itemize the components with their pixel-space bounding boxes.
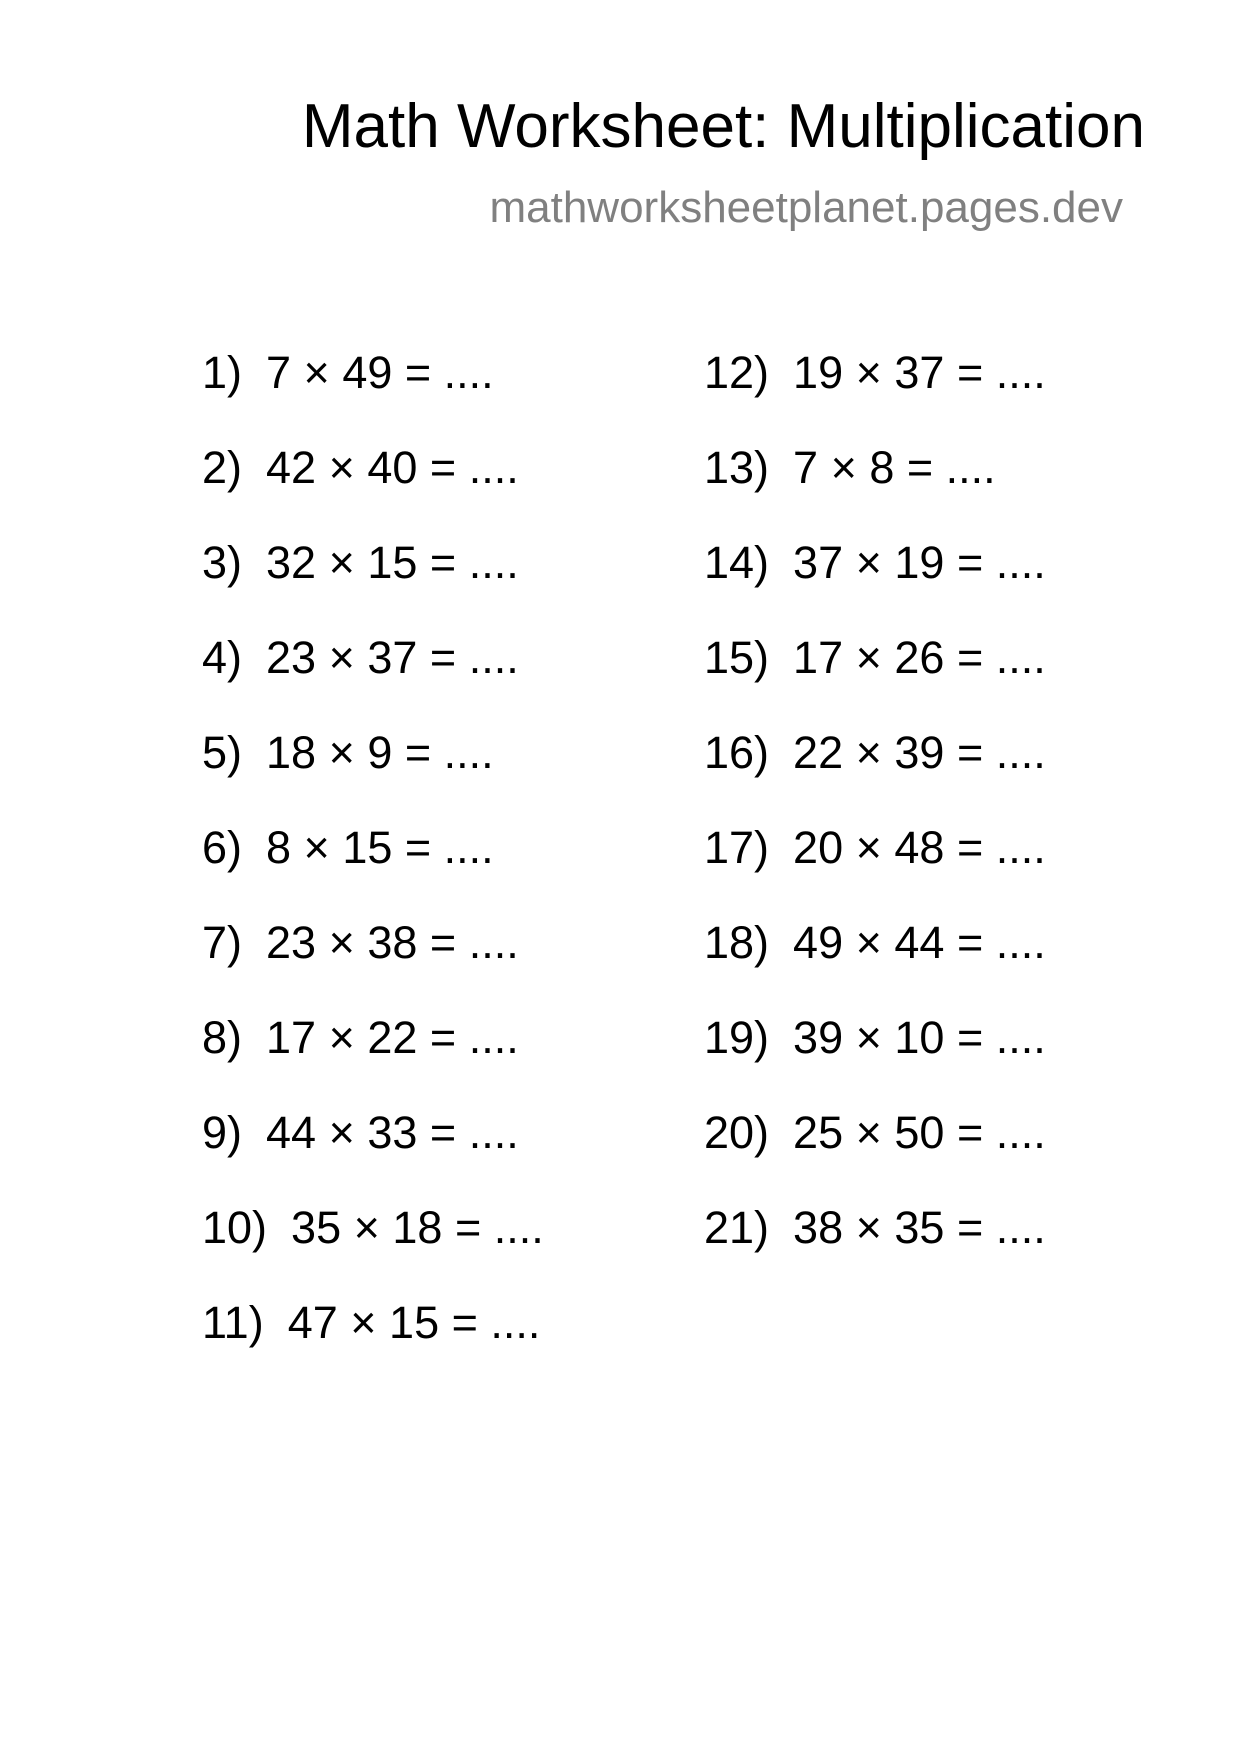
website-subtitle: mathworksheetplanet.pages.dev	[489, 183, 1123, 232]
problem-number: 7)	[202, 917, 243, 968]
problem-item	[202, 917, 544, 1015]
problem-expression: 35 × 18 = ....	[291, 1202, 544, 1253]
problem-item	[704, 727, 1046, 825]
problem-expression: 32 × 15 = ....	[266, 537, 519, 588]
problem-item	[202, 347, 544, 445]
problem-expression: 17 × 22 = ....	[266, 1012, 519, 1063]
problem-expression: 19 × 37 = ....	[793, 347, 1046, 398]
page-title: Math Worksheet: Multiplication	[301, 92, 1145, 161]
problem-number: 6)	[202, 822, 243, 873]
problem-expression: 42 × 40 = ....	[266, 442, 519, 493]
problem-item	[704, 822, 1046, 920]
problem-item	[202, 1107, 544, 1205]
problem-item	[704, 1012, 1046, 1110]
problem-item	[704, 347, 1046, 445]
problem-item	[202, 1012, 544, 1110]
problem-number: 21)	[704, 1202, 770, 1253]
problem-number: 10)	[202, 1202, 268, 1253]
problem-number: 12)	[704, 347, 770, 398]
problem-number: 17)	[704, 822, 770, 873]
problem-item	[202, 727, 544, 825]
problem-number: 3)	[202, 537, 243, 588]
problem-expression: 47 × 15 = ....	[287, 1297, 541, 1348]
problems-column-left	[202, 347, 544, 1395]
problem-item	[202, 632, 544, 730]
problem-expression: 37 × 19 = ....	[793, 537, 1046, 588]
problem-item	[704, 442, 1046, 540]
problem-number: 18)	[704, 917, 770, 968]
problem-expression: 20 × 48 = ....	[793, 822, 1046, 873]
problem-expression: 18 × 9 = ....	[266, 727, 494, 778]
problem-number: 1)	[202, 347, 243, 398]
problem-expression: 49 × 44 = ....	[793, 917, 1046, 968]
problem-item	[202, 537, 544, 635]
problems-column-right	[704, 347, 1046, 1300]
problem-item	[202, 1297, 544, 1395]
problem-item	[202, 822, 544, 920]
problem-expression: 8 × 15 = ....	[266, 822, 494, 873]
problem-number: 14)	[704, 537, 770, 588]
problem-expression: 7 × 49 = ....	[266, 347, 494, 398]
problem-item	[202, 442, 544, 540]
problem-number: 5)	[202, 727, 243, 778]
problem-expression: 23 × 38 = ....	[266, 917, 519, 968]
problem-number: 15)	[704, 632, 770, 683]
problem-expression: 25 × 50 = ....	[793, 1107, 1046, 1158]
problem-expression: 22 × 39 = ....	[793, 727, 1046, 778]
problem-number: 11)	[202, 1297, 264, 1348]
problem-number: 16)	[704, 727, 770, 778]
problem-number: 20)	[704, 1107, 770, 1158]
problem-item	[704, 1107, 1046, 1205]
problem-expression: 38 × 35 = ....	[793, 1202, 1046, 1253]
problem-item	[202, 1202, 544, 1300]
problem-item	[704, 632, 1046, 730]
problem-item	[704, 537, 1046, 635]
problem-expression: 23 × 37 = ....	[266, 632, 519, 683]
problem-number: 13)	[704, 442, 770, 493]
problem-number: 19)	[704, 1012, 770, 1063]
problem-item	[704, 917, 1046, 1015]
problem-expression: 7 × 8 = ....	[793, 442, 996, 493]
problem-expression: 44 × 33 = ....	[266, 1107, 519, 1158]
problem-number: 4)	[202, 632, 243, 683]
problem-number: 2)	[202, 442, 243, 493]
problem-item	[704, 1202, 1046, 1300]
problem-number: 9)	[202, 1107, 243, 1158]
problem-expression: 39 × 10 = ....	[793, 1012, 1046, 1063]
problem-expression: 17 × 26 = ....	[793, 632, 1046, 683]
problem-number: 8)	[202, 1012, 243, 1063]
